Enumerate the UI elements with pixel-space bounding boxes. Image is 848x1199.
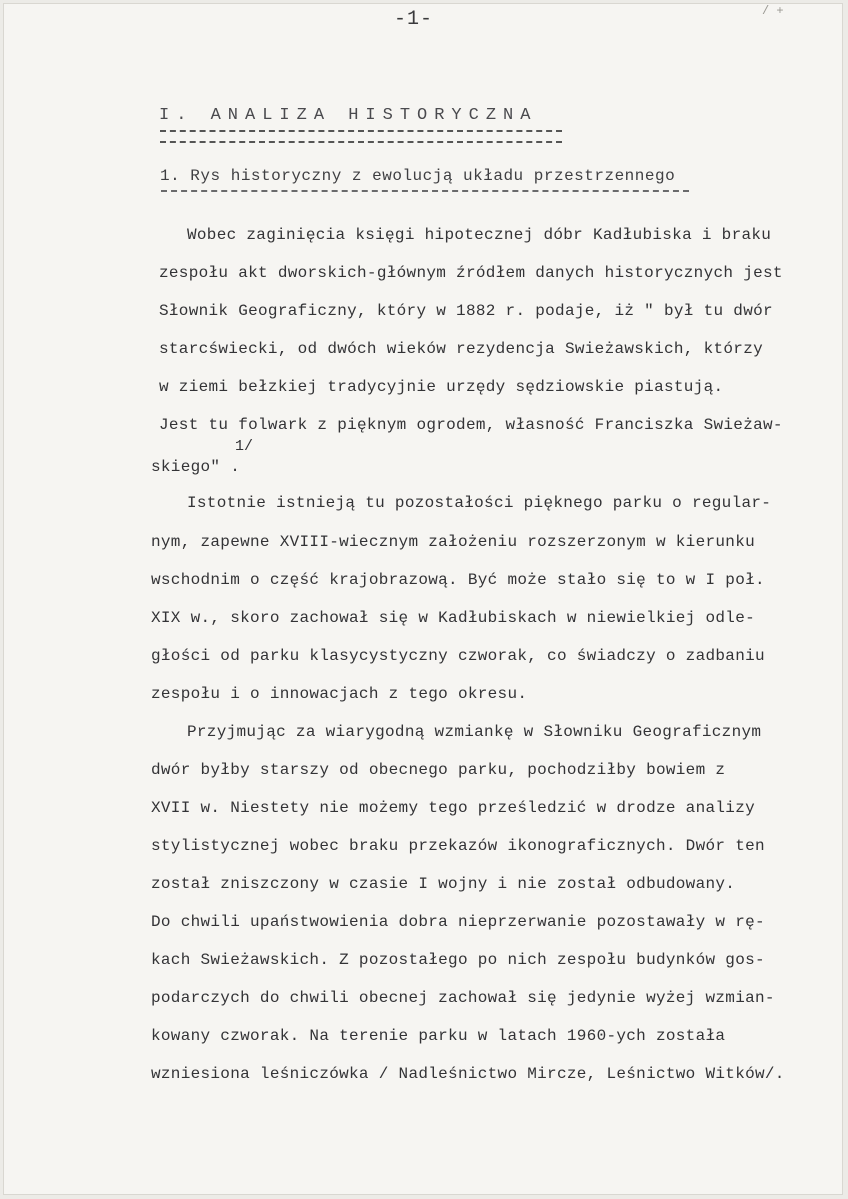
text-line: w ziemi bełzkiej tradycyjnie urzędy sędziowskie piastują.: [159, 378, 724, 396]
text-line: nym, zapewne XVIII-wiecznym założeniu rozszerzonym w kierunku: [151, 533, 755, 551]
text-line: kowany czworak. Na terenie parku w latach 1960-ych została: [151, 1027, 726, 1045]
text-line: głości od parku klasycystyczny czworak, co świadczy o zadbaniu: [151, 647, 765, 665]
text-line: wzniesiona leśniczówka / Nadleśnictwo Mircze, Leśnictwo Witków/.: [151, 1065, 785, 1083]
text-line: XVII w. Niestety nie możemy tego prześledzić w drodze analizy: [151, 799, 755, 817]
text-line: starcświecki, od dwóch wieków rezydencja Swieżawskich, którzy: [159, 340, 763, 358]
text-line: zespołu akt dworskich-głównym źródłem danych historycznych jest: [159, 264, 783, 282]
text-line: Wobec zaginięcia księgi hipotecznej dóbr Kadłubiska i braku: [187, 226, 772, 244]
text-line: stylistycznej wobec braku przekazów ikonograficznych. Dwór ten: [151, 837, 765, 855]
text-line: został zniszczony w czasie I wojny i nie został odbudowany.: [151, 875, 736, 893]
page-number: -1-: [394, 8, 434, 31]
footnote-reference: 1/: [235, 438, 254, 455]
text-line: XIX w., skoro zachował się w Kadłubiskach w niewielkiej odle-: [151, 609, 755, 627]
text-line: Jest tu folwark z pięknym ogrodem, własność Franciszka Swieżaw-: [159, 416, 783, 434]
text-line: kach Swieżawskich. Z pozostałego po nich zespołu budynków gos-: [151, 951, 765, 969]
chapter-title-underline: [160, 130, 562, 143]
text-line: zespołu i o innowacjach z tego okresu.: [151, 685, 528, 703]
text-line: skiego" .: [151, 458, 241, 476]
text-line: Istotnie istnieją tu pozostałości pięknego parku o regular-: [187, 494, 772, 512]
section-title: 1. Rys historyczny z ewolucją układu przestrzennego: [160, 167, 676, 185]
section-title-underline: [161, 190, 689, 192]
text-line: dwór byłby starszy od obecnego parku, pochodziłby bowiem z: [151, 761, 726, 779]
document-page: [3, 3, 843, 1195]
chapter-title: I. ANALIZA HISTORYCZNA: [159, 106, 538, 125]
text-line: Do chwili upaństwowienia dobra nieprzerwanie pozostawały w rę-: [151, 913, 765, 931]
text-line: Słownik Geograficzny, który w 1882 r. podaje, iż " był tu dwór: [159, 302, 773, 320]
text-line: Przyjmując za wiarygodną wzmiankę w Słowniku Geograficznym: [187, 723, 762, 741]
text-line: podarczych do chwili obecnej zachował się jedynie wyżej wzmian-: [151, 989, 775, 1007]
text-line: wschodnim o część krajobrazową. Być może stało się to w I poł.: [151, 571, 765, 589]
corner-mark: / +: [762, 4, 784, 18]
